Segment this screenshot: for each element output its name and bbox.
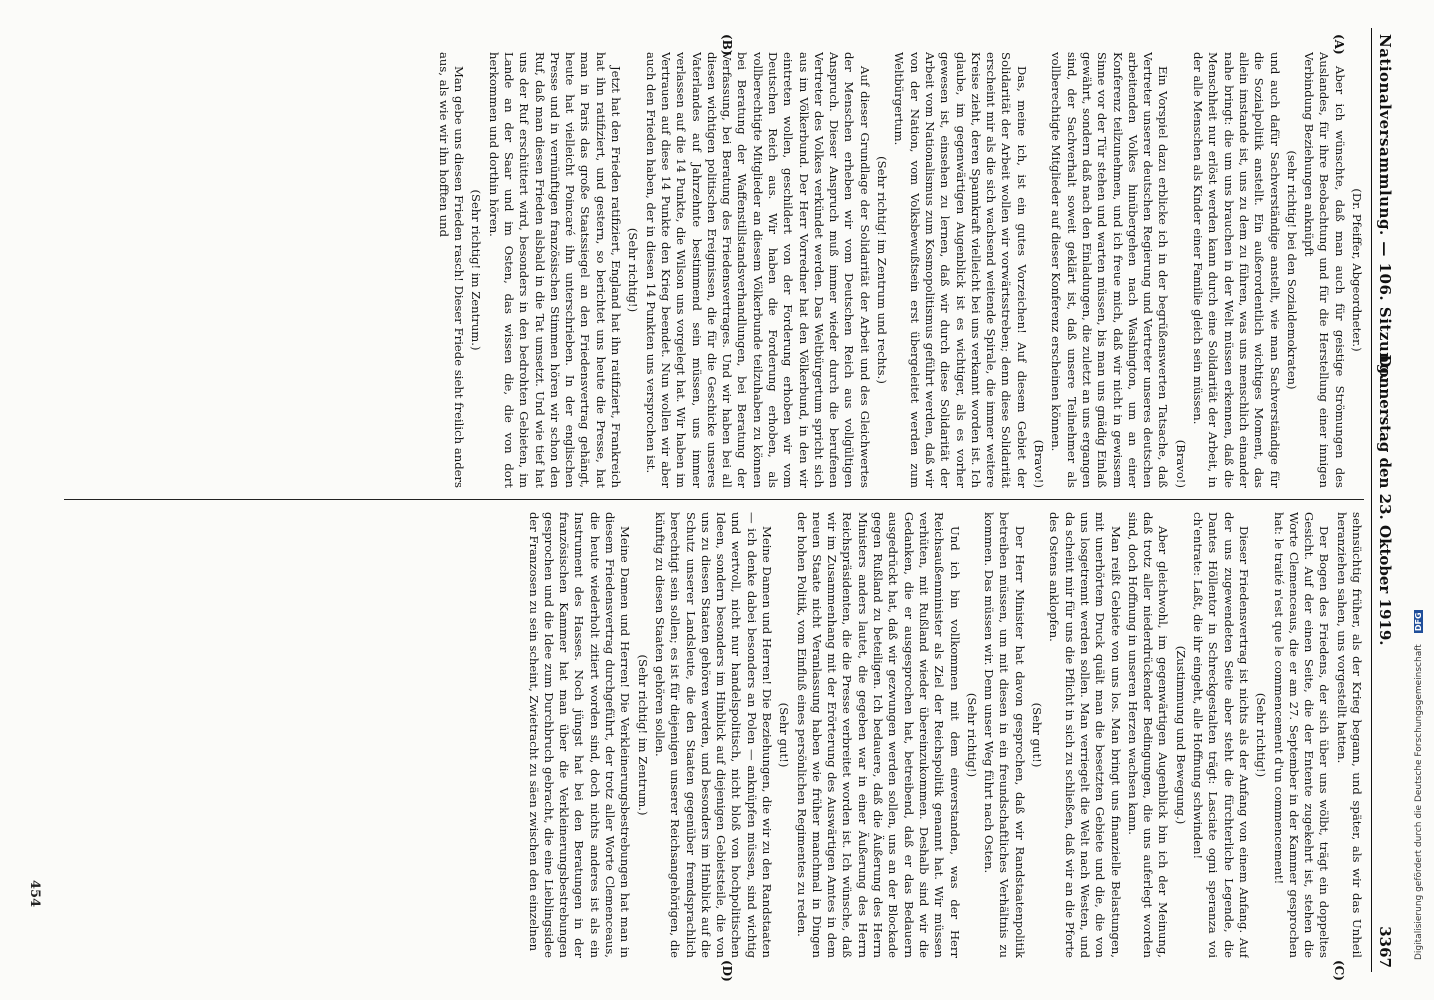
paragraph: Jetzt hat den Frieden ratifiziert, England hat ihn ratifiziert, Frankreich hat ihn ratifiziert, und gestern, so berichtet uns heute die Presse, hat man in Paris das große Staatssiegel an den Friedensvertrag gehängt, heute hat vielleicht Poincaré ihn unterschrieben. In der englischen Presse und in vernünftigen französischen Stimmen hören wir schon den Ruf, daß man diesen Frieden alsbald in die Tat umsetzt. Und wie tief hat uns der Ruf erschüttert wird, besonders in den bedrohten Gebieten, im Lande an der Saar und im Osten, das wissen die, die von dort herkommen und dorthin hören.: [486, 52, 624, 488]
interjection: (Sehr gut!): [1030, 702, 1045, 768]
interjection: (Sehr gut!): [777, 702, 792, 768]
paragraph: Das, meine ich, ist ein gutes Vorzeichen! Auf diesem Gebiet der Solidarität der Arbeit wollen wir vorwärtsstreben; denn diese Solidarität erscheint mir als die sich wachsend weitende Spirale, die immer weitere Kreise zieht, deren Spannkraft vielleicht bei uns verkannt worden ist. Ich glaube, im gegenwärtigen Augenblick ist es wichtiger, als es vorher gewesen ist, einsehen zu lernen, daß wir durch diese Solidarität der Arbeit vom Nationalismus zum Kosmopolitismus geführt werden, daß wir von der Nation, vom Volksbewußtsein erst übergeleitet werden zum Weltbürgertum.: [892, 52, 1029, 488]
interjection: (Sehr richtig!): [626, 227, 641, 313]
margin-marker-a: (A): [1332, 34, 1346, 55]
paragraph: Meine Damen und Herren! Die Beziehungen, die wir zu den Randstaaten — ich denke dabei besonders an Polen — anknüpfen müssen, sind wichtig und wertvoll, nicht nur handelspolitisch, nicht bloß von hochpolitischen Ideen, sondern besonders im Hinblick auf diejenigen Gebietsteile, die von uns zu diesen Staaten gehören werden, und besonders im Hinblick auf die Schutz unserer Landsleute, die den Staaten gegenüber fremdsprachlich berechtigt sein sollen; es ist für diejenigen unserer Reichsangehörigen, die künftig zu diesen Staaten gehören sollen.: [652, 512, 775, 958]
paragraph: Der Herr Minister hat davon gesprochen, daß wir Randstaatenpolitik betreiben müssen, um mit diesen in ein freundschaftliches Verhältnis zu kommen. Das müssen wir. Denn unser Weg führt nach Osten.: [982, 512, 1027, 958]
paragraph: Aber gleichwohl, im gegenwärtigen Augenblick bin ich der Meinung, daß trotz aller niederdrückender Bedingungen, die uns auferlegt worden sind, doch Hoffnung in unseren Herzen wachsen kann.: [1125, 512, 1171, 958]
interjection: (Sehr richtig!): [1254, 692, 1269, 778]
interjection: (Sehr richtig! im Zentrum.): [469, 189, 484, 351]
digitization-note: [1406, 30, 1424, 960]
paragraph: Der Bogen des Friedens, der sich über uns wölbt, trägt ein doppeltes Gesicht. Auf der einen Seite, die der Entente zugekehrt ist, stehen die Worte Clemenceaus, die er am 27. September in der Kammer gesprochen hat: le traité n'est que le commencement d'un commencement!: [1271, 512, 1332, 958]
page-header: [1371, 28, 1394, 972]
interjection: (Sehr richtig! im Zentrum.): [635, 654, 650, 816]
digitization-text: Digitalisierung gefördert durch die Deutsche Forschungsgemeinschaft: [1414, 644, 1424, 960]
paragraph: Man reißt Gebiete von uns los. Man bringt uns finanzielle Belastungen, mit unerhörtem Druck quält man die besetzten Gebiete und die, die von uns losgetrennt werden sollen. Man verriegelt die Welt nach Westen, und da scheint mir für uns die Pflicht in sich zu schließen, daß wir an die Pforte des Ostens anklopfen.: [1047, 512, 1123, 958]
interjection: (Zustimmung und Bewegung.): [1173, 645, 1188, 825]
margin-marker-c: (C): [1332, 960, 1346, 981]
left-column: [54, 52, 1364, 488]
margin-marker-b: (B): [720, 34, 734, 56]
paragraph: Man gebe uns diesen Frieden rasch! Dieser Friede sieht freilich anders aus, als wie wir ihn hofften und: [436, 52, 467, 488]
right-column: [54, 512, 1364, 958]
column-divider: [64, 499, 1364, 500]
page-number-bottom: 454: [27, 880, 42, 908]
dfg-logo: DFG: [1414, 612, 1423, 632]
speaker-line: (Dr. Pfeiffer, Abgeordneter.): [1350, 188, 1364, 352]
page-number-top: 3367: [1376, 926, 1394, 968]
interjection: (Sehr richtig! im Zentrum und rechts.): [875, 156, 890, 384]
paragraph: Dieser Friedensvertrag ist nichts als der Anfang von einem Anfang. Auf der uns zugewendeten Seite aber steht die fürchterliche Legende, die Dantes Höllentor in Schreckgestalten trägt: Lasciate ogni speranza voi ch'entrate: Laßt, die ihr eingeht, alle Hoffnung schwinden!: [1191, 512, 1251, 958]
paragraph: und auch dafür Sachverständige anstellt, wie man Sachverständige für die Sozialpolitik anstellt. Ein außerordentlich wichtiges Moment, das allein imstande ist, uns zu dem zu führen, was uns menschlich einander nahe bringt: die um uns brauchen in der Welt müssen erkennen, daß die Menschheit nur erlöst werden kann durch eine Solidarität der Arbeit, in der alle Menschen als Kinder einer Familie gleich sein müssen.: [1191, 52, 1282, 488]
interjection: (sehr richtig! bei den Sozialdemokraten): [1284, 150, 1299, 390]
interjection: (Sehr richtig!): [964, 692, 979, 778]
header-left: Nationalversammlung. — 106. Sitzung.: [1376, 34, 1394, 381]
paragraph: Ein Vorspiel dazu erblicke ich in der begrüßenswerten Tatsache, daß Vertreter unserer deutschen Regierung und Vertreter unseres deutschen arbeitenden Volkes hinübergehen nach Washington, um an einer Konferenz teilzunehmen, und ich freue mich, daß wir nicht in gewissem Sinne vor der Tür stehen und warten müssen, bis man uns gnädig Einlaß gewährt, sondern daß nach den Einladungen, die zuletzt an uns ergangen sind, der Sachverhalt soweit geklärt ist, daß unsere Teilnehmer als vollberechtigte Mitglieder auf dieser Konferenz erscheinen können.: [1049, 52, 1171, 488]
paragraph: Und ich bin vollkommen mit dem einverstanden, was der Herr Reichsaußenminister als Ziel der Reichspolitik genannt hat. Wir müssen verhüten, mit Rußland wieder übereinzukommen. Deshalb sind wir die Gedanken, die er ausgesprochen hat, betreibend, daß er das Bedauern ausgedrückt hat, daß wir gezwungen werden sollen, uns an der Blockade gegen Rußland zu beteiligen. Ich bedauere, daß die Äußerung des Herrn Ministers anders lautet, die gegeben war in einer Äußerung des Herrn Reichspräsidenten, die die Presse verbreitet worden ist. Ich wünsche, daß wir im Zusammenhang mit der Erörterung des Auswärtigen Amtes in dem neuen Staate nicht Veranlassung haben wie früher manchmal in Dingen der hohen Politik, vom Einfluß eines persönlichen Regimentes zu reden.: [794, 512, 962, 958]
paragraph: sehnsüchtig früher, als der Krieg begann, und später, als wir das Unheil heranziehen sahen, uns vorgestellt hatten.: [1334, 512, 1364, 958]
interjection: (Bravo!): [1032, 439, 1047, 488]
header-date: Donnerstag den 23. Oktober 1919.: [1376, 354, 1394, 646]
paragraph: Meine Damen und Herren! Die Verkleinerungsbestrebungen hat man in diesem Friedensvertrag durchgeführt, der trotz aller Worte Clemenceaus, die heute wiederholt zitiert worden sind, doch nichts anderes ist als ein Instrument des Hasses. Noch jüngst hat bei den Beratungen in der französischen Kammer hat man über die Verkleinerungsbestrebungen gesprochen und die Idee zum Durchbruch gebracht, die eine Lieblingsidee der Franzosen zu sein scheint, Zwietracht zu säen zwischen den einzelnen: [526, 512, 633, 958]
paragraph: Aber ich wünschte, daß man auch für geistige Strömungen des Auslandes, für ihre Beobachtung und für die Herstellung einer innigen Verbindung Beziehungen anknüpft: [1302, 52, 1347, 488]
paragraph: Auf dieser Grundlage der Solidarität der Arbeit und des Gleichwertes der Menschen erheben wir vom Deutschen Reich aus vollgültigen Anspruch. Dieser Anspruch muß immer wieder durch die berufenen Vertreter des Volkes verkündet werden. Das Weltbürgertum spricht sich aus im Völkerbund. Der Herr Vorredner hat den Völkerbund, in den wir eintreten wollen, geschildert von der Forderung erhoben wir vom Deutschen Reich aus. Wir haben die Forderung erhoben, als vollberechtigte Mitglieder an diesem Völkerbunde teilzuhaben zu können bei Beratung der Waffenstillstandsverhandlungen, bei Beratung der Verfassung, bei Beratung des Friedensvertrages. Und wir haben bei all diesen wichtigen politischen Ereignissen, die für die Geschicke unseres Vaterlandes auf Jahrzehnte bestimmend sein müssen, uns immer verlassen auf die 14 Punkte, die Wilson uns vorgelegt hat. Wir haben im Vertrauen auf diese 14 Punkte den Krieg beendet. Nun wollen wir aber auch den Frieden haben, der in diesen 14 Punkten uns versprochen ist.: [643, 52, 872, 488]
margin-marker-d: (D): [720, 960, 734, 982]
interjection: (Bravo!): [1173, 439, 1188, 488]
